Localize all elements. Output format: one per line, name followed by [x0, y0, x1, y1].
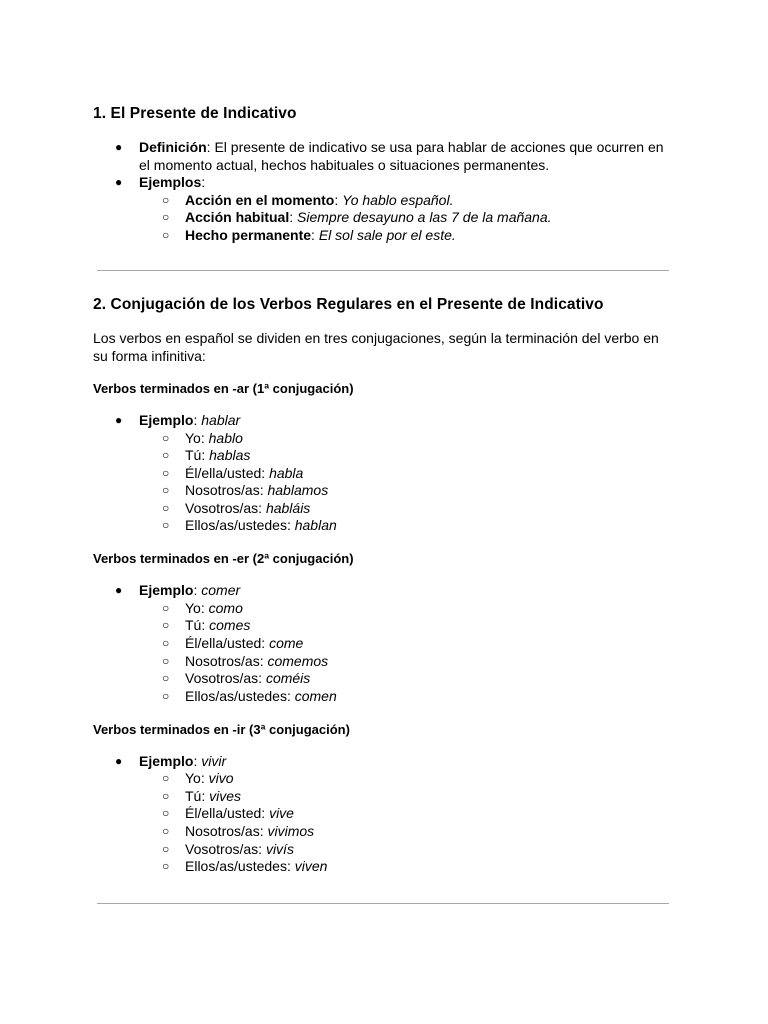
example-sep: :: [334, 192, 343, 208]
bullet-circle: ○: [162, 210, 170, 224]
pronoun: Yo:: [185, 600, 209, 616]
example-item: [185, 192, 673, 210]
conjugation-form: [185, 688, 673, 706]
conjugation-form: [185, 858, 673, 876]
pronoun: Vosotros/as:: [185, 670, 266, 686]
verb-form: hablan: [294, 517, 337, 533]
bullet-circle: ○: [162, 636, 170, 650]
conjugation-form: [185, 770, 673, 788]
conjugation-form: [185, 600, 673, 618]
bullet-circle: ○: [162, 789, 170, 803]
pronoun: Tú:: [185, 447, 210, 463]
pronoun: Ellos/as/ustedes:: [185, 858, 295, 874]
verb-form: coméis: [265, 670, 311, 686]
conjugation-form: [185, 482, 673, 500]
pronoun: Tú:: [185, 788, 210, 804]
conjugation-form: [185, 517, 673, 535]
conjugation-form: [185, 788, 673, 806]
pronoun: Ellos/as/ustedes:: [185, 688, 295, 704]
example-verb: hablar: [201, 412, 241, 428]
example-item: [185, 227, 673, 245]
verb-example-er: [139, 582, 675, 600]
examples-item: [139, 174, 675, 192]
conjugation-form: [185, 670, 673, 688]
example-text: El sol sale por el este.: [318, 227, 456, 243]
example-verb: comer: [201, 582, 241, 598]
section-2-title: 2. Conjugación de los Verbos Regulares en el Presente de Indicativo: [93, 296, 604, 313]
verb-form: come: [269, 635, 304, 651]
pronoun: Él/ella/usted:: [185, 465, 270, 481]
bullet-circle: ○: [162, 618, 170, 632]
verb-form: vivo: [208, 770, 234, 786]
bullet-circle: ○: [162, 483, 170, 497]
bullet-circle: ○: [162, 228, 170, 242]
pronoun: Nosotros/as:: [185, 653, 268, 669]
example-sep: :: [193, 753, 202, 769]
verb-form: comen: [294, 688, 337, 704]
bullet-circle: ○: [162, 501, 170, 515]
verb-form: vives: [209, 788, 242, 804]
horizontal-rule: [97, 270, 669, 271]
bullet-circle: ○: [162, 806, 170, 820]
intro-paragraph: Los verbos en español se dividen en tres conjugaciones, según la terminación del verbo en su forma infinitiva:: [93, 330, 659, 364]
verb-form: hablo: [208, 430, 243, 446]
verb-example-ir: [139, 753, 675, 771]
conjugation-form: [185, 841, 673, 859]
verb-form: habla: [269, 465, 304, 481]
bullet-circle: ○: [162, 771, 170, 785]
verb-form: habláis: [265, 500, 311, 516]
example-item: [185, 209, 673, 227]
section-1-title: 1. El Presente de Indicativo: [93, 105, 297, 122]
example-label: Ejemplo: [139, 582, 194, 598]
bullet-disc: ●: [115, 754, 123, 768]
bullet-disc: ●: [115, 413, 123, 427]
bullet-circle: ○: [162, 193, 170, 207]
example-sep: :: [289, 209, 298, 225]
pronoun: Yo:: [185, 770, 209, 786]
definition-item: [139, 139, 675, 174]
pronoun: Vosotros/as:: [185, 841, 266, 857]
conjugation-form: [185, 805, 673, 823]
pronoun: Yo:: [185, 430, 209, 446]
verb-form: como: [208, 600, 243, 616]
conjugation-form: [185, 500, 673, 518]
conjugation-form: [185, 465, 673, 483]
bullet-disc: ●: [115, 583, 123, 597]
bullet-circle: ○: [162, 671, 170, 685]
definition-text: : El presente de indicativo se usa para hablar de acciones que ocurren en el momento actual, hechos habituales o situaciones permanentes.: [139, 139, 664, 173]
examples-label: Ejemplos: [139, 174, 202, 190]
bullet-circle: ○: [162, 824, 170, 838]
verb-example-ar: [139, 412, 675, 430]
definition-label: Definición: [139, 139, 207, 155]
verb-form: viven: [294, 858, 328, 874]
group-heading-ar: Verbos terminados en -ar (1ª conjugación): [93, 381, 354, 396]
example-verb: vivir: [201, 753, 227, 769]
example-label: Acción habitual: [185, 209, 290, 225]
verb-form: vivimos: [267, 823, 315, 839]
bullet-disc: ●: [115, 140, 123, 154]
bullet-circle: ○: [162, 601, 170, 615]
example-label: Hecho permanente: [185, 227, 312, 243]
conjugation-form: [185, 447, 673, 465]
pronoun: Nosotros/as:: [185, 823, 268, 839]
example-text: Siempre desayuno a las 7 de la mañana.: [297, 209, 552, 225]
pronoun: Él/ella/usted:: [185, 635, 270, 651]
verb-form: hablamos: [267, 482, 329, 498]
example-label: Ejemplo: [139, 753, 194, 769]
pronoun: Ellos/as/ustedes:: [185, 517, 295, 533]
conjugation-form: [185, 430, 673, 448]
verb-form: comes: [209, 617, 251, 633]
pronoun: Tú:: [185, 617, 210, 633]
group-heading-ir: Verbos terminados en -ir (3ª conjugación): [93, 722, 350, 737]
verb-form: hablas: [209, 447, 251, 463]
bullet-circle: ○: [162, 466, 170, 480]
bullet-circle: ○: [162, 689, 170, 703]
pronoun: Nosotros/as:: [185, 482, 268, 498]
conjugation-form: [185, 635, 673, 653]
example-label: Acción en el momento: [185, 192, 335, 208]
conjugation-form: [185, 617, 673, 635]
example-text: Yo hablo español.: [342, 192, 454, 208]
example-sep: :: [193, 582, 202, 598]
example-sep: :: [193, 412, 202, 428]
pronoun: Vosotros/as:: [185, 500, 266, 516]
bullet-circle: ○: [162, 448, 170, 462]
example-label: Ejemplo: [139, 412, 194, 428]
bullet-circle: ○: [162, 859, 170, 873]
horizontal-rule: [97, 903, 669, 904]
verb-form: vive: [269, 805, 294, 821]
examples-colon: :: [201, 174, 206, 190]
bullet-circle: ○: [162, 431, 170, 445]
bullet-disc: ●: [115, 175, 123, 189]
example-sep: :: [311, 227, 319, 243]
conjugation-form: [185, 823, 673, 841]
verb-form: vivís: [265, 841, 294, 857]
verb-form: comemos: [267, 653, 329, 669]
bullet-circle: ○: [162, 654, 170, 668]
bullet-circle: ○: [162, 518, 170, 532]
pronoun: Él/ella/usted:: [185, 805, 270, 821]
conjugation-form: [185, 653, 673, 671]
group-heading-er: Verbos terminados en -er (2ª conjugación): [93, 551, 354, 566]
bullet-circle: ○: [162, 842, 170, 856]
